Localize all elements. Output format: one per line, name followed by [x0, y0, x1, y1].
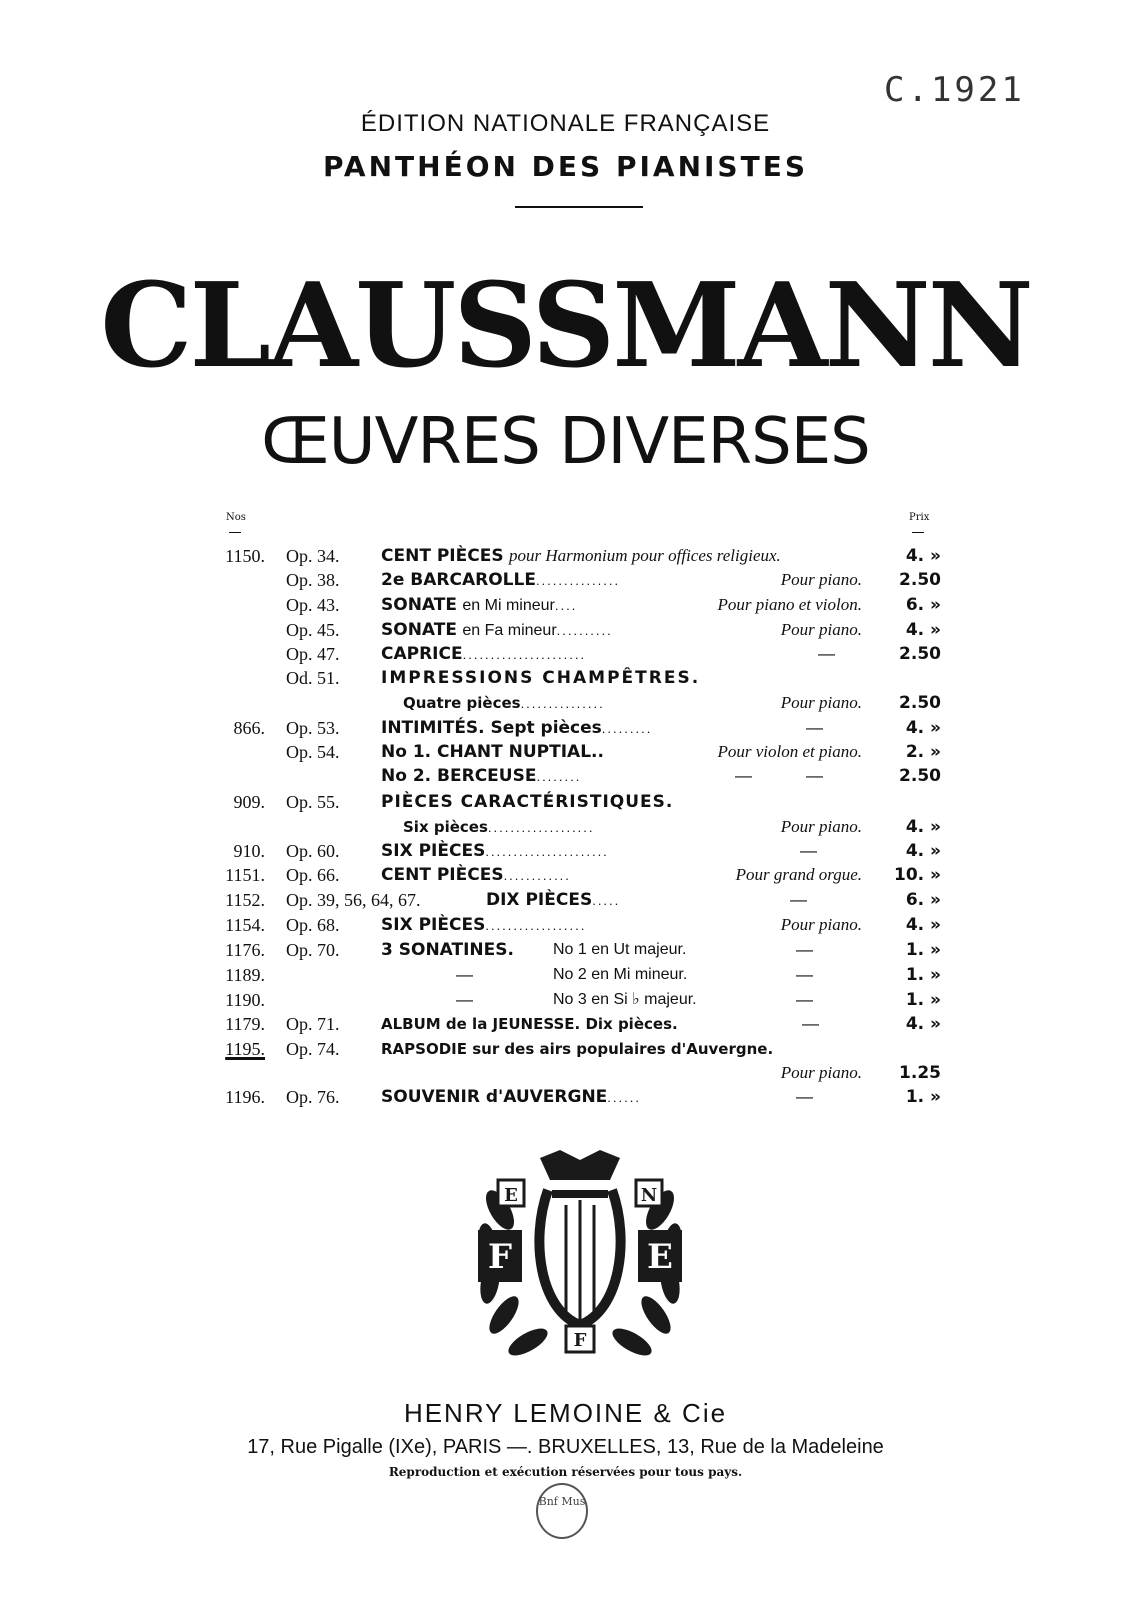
leader-dots: ...................... [485, 844, 609, 859]
work-title: Six pièces [403, 818, 488, 836]
catalog-row [0, 544, 1131, 568]
col-price-header: Prix [909, 512, 930, 523]
work-title: RAPSODIE sur des airs populaires d'Auvergne. [381, 1040, 774, 1058]
catalog-row [0, 938, 1131, 962]
catalog-row [0, 764, 1131, 788]
instrument: Pour piano. [780, 693, 862, 712]
instrument: Pour piano et violon. [717, 595, 862, 614]
leader-dots: ..... [592, 893, 621, 908]
instrument: Pour grand orgue. [735, 865, 862, 884]
work-title: 3 SONATINES. [381, 940, 514, 960]
publisher-address: 17, Rue Pigalle (IXe), PARIS —. BRUXELLES, 13, Rue de la Madeleine [247, 1436, 884, 1458]
catalog-number: 1154. [225, 915, 265, 935]
price: 2.50 [899, 570, 941, 590]
catalog-number: 1195. [225, 1039, 265, 1059]
opus: Op. 54. [286, 742, 340, 762]
opus: Op. 45. [286, 620, 340, 640]
col-num-header-dash [229, 532, 241, 533]
work-title: SONATE [381, 595, 457, 615]
ditto-mark: — [796, 1087, 813, 1106]
shelfmark: C.1921 [884, 70, 1025, 110]
catalog-row [0, 691, 1131, 715]
catalog-row [0, 839, 1131, 863]
ditto-mark: — [790, 890, 807, 909]
work-title: SIX PIÈCES [381, 915, 486, 935]
leader-dots: ...................... [462, 647, 587, 662]
price: 2.50 [899, 766, 941, 786]
series-title: PANTHÉON DES PIANISTES [322, 150, 808, 183]
ditto-mark: — [796, 965, 813, 984]
emblem-letter: F [573, 1330, 587, 1351]
works-subtitle: ŒUVRES DIVERSES [261, 405, 870, 479]
work-title: SOUVENIR d'AUVERGNE [381, 1087, 608, 1107]
leader-dots: ......... [601, 721, 653, 736]
price: 10. » [893, 865, 941, 885]
catalog-number: 910. [233, 841, 265, 861]
leader-dots: ............ [503, 868, 571, 883]
opus: Op. 60. [286, 841, 340, 861]
instrument: Pour piano. [780, 620, 862, 639]
emblem-letter: E [504, 1185, 518, 1206]
ditto-mark: — [456, 965, 473, 984]
ditto-mark: — [735, 766, 752, 785]
opus: Op. 43. [286, 595, 340, 615]
emblem-letter: F [487, 1237, 513, 1277]
work-title: Quatre pièces [403, 694, 521, 712]
leader-dots: .... [554, 598, 578, 613]
catalog-number: 1196. [225, 1087, 265, 1107]
opus: Op. 70. [286, 940, 340, 960]
ditto-mark: — [818, 644, 835, 663]
price: 4. » [905, 546, 941, 566]
price: 1. » [905, 965, 941, 985]
work-title: SONATE [381, 620, 457, 640]
ditto-mark: — [456, 990, 473, 1009]
leader-dots: ................... [487, 820, 595, 835]
work-title: INTIMITÉS. Sept pièces [381, 718, 602, 738]
catalog-number: 1152. [225, 890, 265, 910]
leader-dots: ............... [520, 696, 605, 711]
work-detail: No 3 en Si ♭ majeur. [553, 991, 697, 1008]
price: 4. » [905, 817, 941, 837]
composer-name: CLAUSSMANN [100, 258, 1031, 394]
catalog-row [0, 642, 1131, 666]
catalog-row [0, 1061, 1131, 1085]
price: 4. » [905, 620, 941, 640]
catalog-number: 1150. [225, 546, 265, 566]
ditto-mark: — [806, 718, 823, 737]
opus: Op. 71. [286, 1014, 340, 1034]
ditto-mark: — [796, 990, 813, 1009]
work-title: SIX PIÈCES [381, 841, 486, 861]
work-detail: en Fa mineur [462, 622, 557, 639]
emblem-letter: N [640, 1185, 658, 1206]
header-rule [515, 206, 643, 208]
price: 4. » [905, 718, 941, 738]
opus: Op. 55. [286, 792, 340, 812]
price: 2. » [905, 742, 941, 762]
ditto-mark: — [802, 1014, 819, 1033]
opus: Op. 39, 56, 64, 67. [286, 890, 421, 910]
instrument: Pour piano. [780, 817, 862, 836]
work-title: No 1. CHANT NUPTIAL.. [381, 742, 604, 762]
leader-dots: ...... [607, 1090, 641, 1105]
work-title: DIX PIÈCES [486, 890, 593, 910]
work-title: PIÈCES CARACTÉRISTIQUES. [381, 792, 674, 812]
price: 4. » [905, 841, 941, 861]
work-title: 2e BARCAROLLE [381, 570, 536, 590]
ditto-mark: — [796, 940, 813, 959]
opus: Op. 76. [286, 1087, 340, 1107]
rights-notice: Reproduction et exécution réservées pour tous pays. [388, 1465, 743, 1479]
lyre-icon [539, 1190, 620, 1325]
catalog-number: 1179. [225, 1014, 265, 1034]
col-num-header: Nos [226, 512, 246, 523]
catalog-number: 1176. [225, 940, 265, 960]
catalog-row [0, 1085, 1131, 1109]
ditto-mark: — [806, 766, 823, 785]
opus: Od. 51. [286, 668, 340, 688]
work-detail: pour Harmonium pour offices religieux. [508, 546, 781, 565]
catalog-row [0, 913, 1131, 937]
leader-dots: .................. [485, 918, 587, 933]
leader-dots: ........ [536, 769, 582, 784]
catalog-row [0, 618, 1131, 642]
price: 1. » [905, 940, 941, 960]
leader-dots: .......... [556, 623, 613, 638]
catalog-row [0, 863, 1131, 887]
library-stamp: Bnf Mus [536, 1483, 588, 1539]
price: 2.50 [899, 693, 941, 713]
catalog-row [0, 740, 1131, 764]
price: 4. » [905, 915, 941, 935]
ditto-mark: — [800, 841, 817, 860]
opus: Op. 66. [286, 865, 340, 885]
crest-icon [540, 1150, 620, 1180]
work-title: CENT PIÈCES [381, 865, 504, 885]
catalog-row [0, 1037, 1131, 1061]
enf-emblem [470, 1150, 690, 1375]
publisher-name: HENRY LEMOINE & Cie [403, 1398, 728, 1428]
catalog-row [0, 988, 1131, 1012]
opus: Op. 68. [286, 915, 340, 935]
work-title: CAPRICE [381, 644, 463, 664]
emblem-letter: E [647, 1237, 673, 1277]
price: 6. » [905, 595, 941, 615]
instrument: Pour piano. [780, 570, 862, 589]
catalog-number: 909. [233, 792, 265, 812]
work-title: No 2. BERCEUSE [381, 766, 537, 786]
work-title: ALBUM de la JEUNESSE. Dix pièces. [381, 1015, 678, 1033]
price: 2.50 [899, 644, 941, 664]
catalog-row [0, 888, 1131, 912]
opus: Op. 38. [286, 570, 340, 590]
edition-name: ÉDITION NATIONALE FRANÇAISE [360, 110, 771, 137]
leader-dots: ............... [535, 573, 621, 588]
opus: Op. 47. [286, 644, 340, 664]
catalog-row [0, 815, 1131, 839]
opus: Op. 53. [286, 718, 340, 738]
catalog-row [0, 593, 1131, 617]
col-price-header-dash [912, 532, 924, 533]
catalog-row [0, 568, 1131, 592]
catalog-number: 866. [233, 718, 265, 738]
instrument: Pour violon et piano. [717, 742, 862, 761]
catalog-number: 1151. [225, 865, 265, 885]
catalog-row [0, 716, 1131, 740]
opus: Op. 34. [286, 546, 340, 566]
catalog-row [0, 790, 1131, 814]
instrument: Pour piano. [780, 915, 862, 934]
price: 1.25 [899, 1063, 941, 1083]
instrument: Pour piano. [780, 1063, 862, 1082]
catalog-row [0, 1012, 1131, 1036]
catalog-row [0, 963, 1131, 987]
price: 4. » [905, 1014, 941, 1034]
work-detail: en Mi mineur [462, 597, 555, 614]
price: 6. » [905, 890, 941, 910]
catalog-number: 1189. [225, 965, 265, 985]
work-title: IMPRESSIONS CHAMPÊTRES. [381, 668, 701, 688]
price: 1. » [905, 990, 941, 1010]
work-title: CENT PIÈCES [381, 546, 504, 566]
work-detail: No 2 en Mi mineur. [553, 966, 688, 983]
price: 1. » [905, 1087, 941, 1107]
catalog-number: 1190. [225, 990, 265, 1010]
opus: Op. 74. [286, 1039, 340, 1059]
catalog-row [0, 666, 1131, 690]
work-detail: No 1 en Ut majeur. [553, 941, 687, 958]
